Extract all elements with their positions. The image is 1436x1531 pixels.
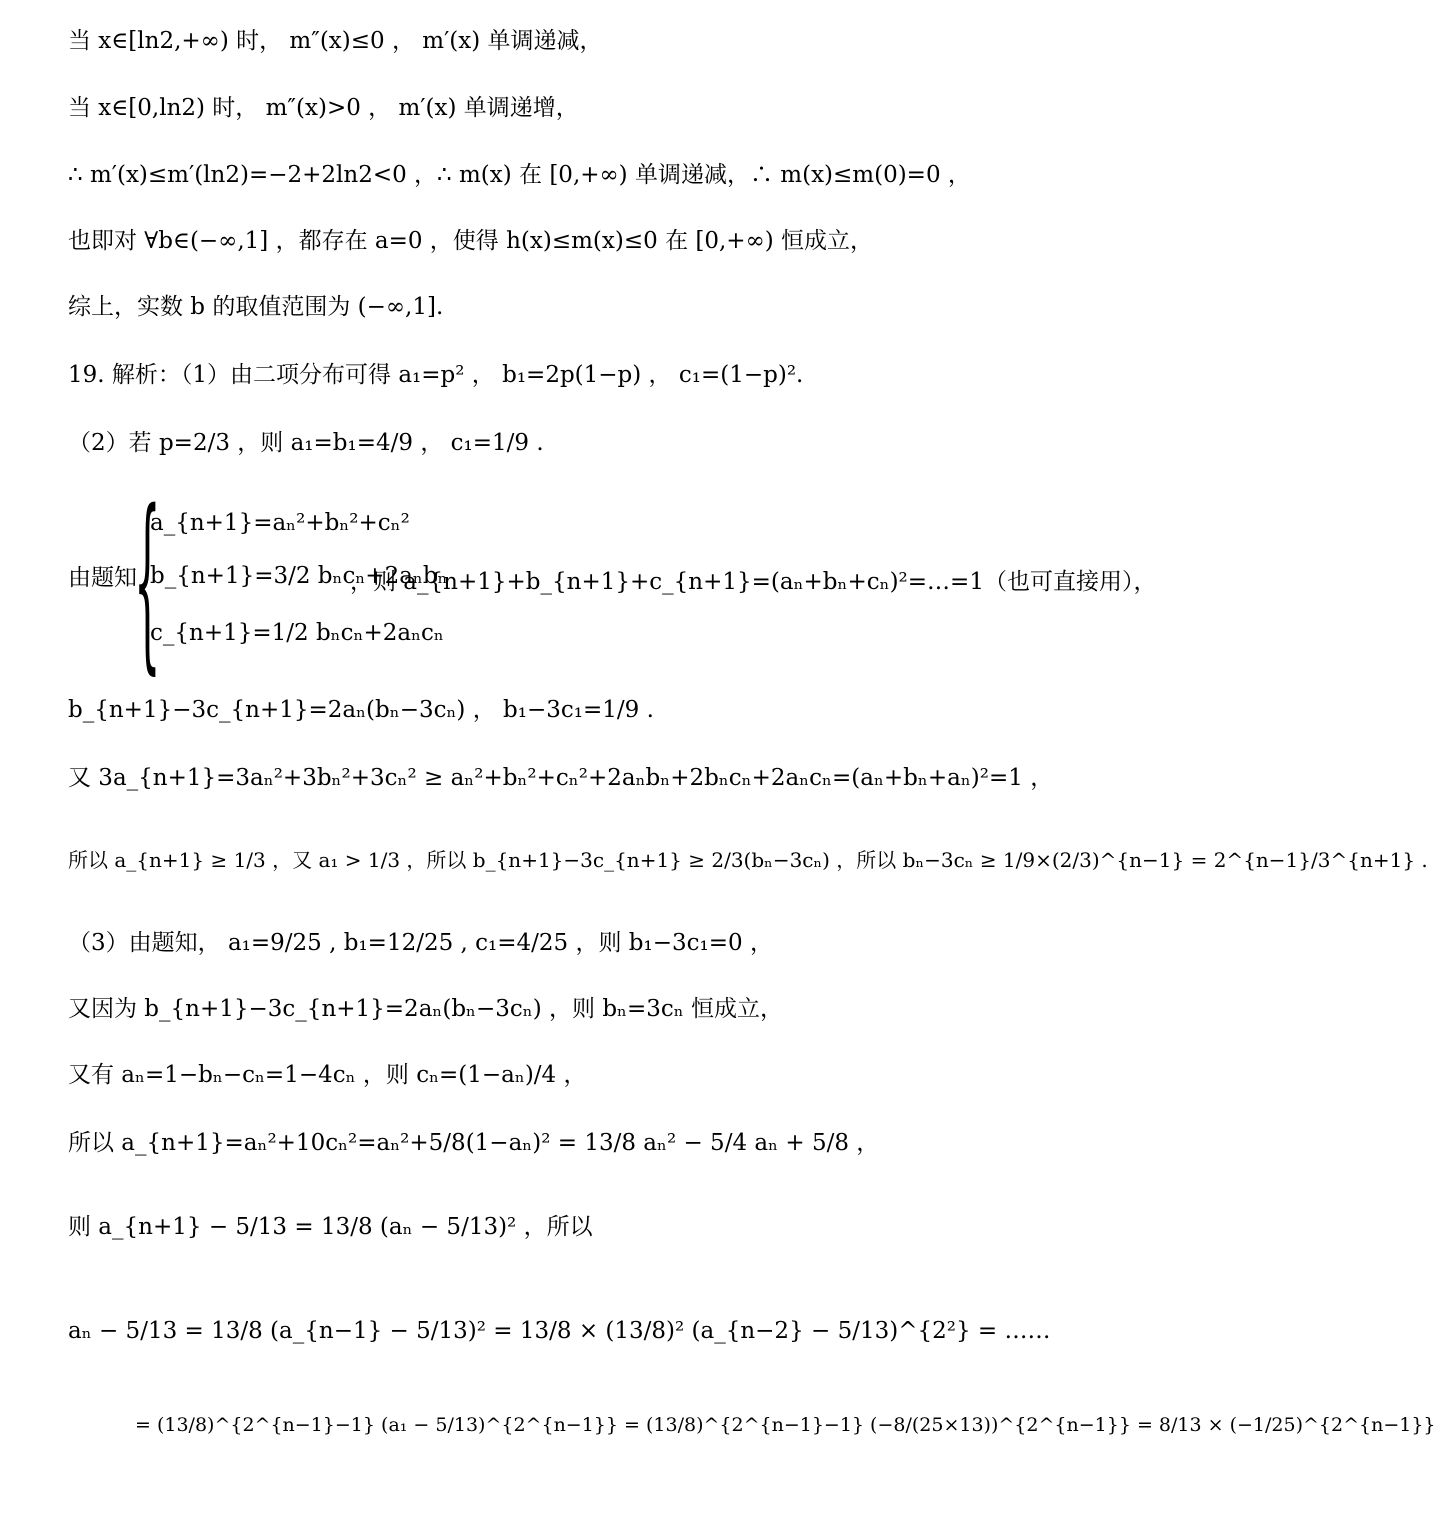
system-eq-3: c_{n+1}=1/2 bₙcₙ+2aₙcₙ	[150, 620, 444, 646]
line-13: 又有 aₙ=1−bₙ−cₙ=1−4cₙ ，则 cₙ=(1−aₙ)/4 ，	[68, 1062, 587, 1088]
line-16: aₙ − 5/13 = 13/8 (a_{n−1} − 5/13)² = 13/8 × (13/8)² (a_{n−2} − 5/13)^{2²} = ……	[68, 1318, 1051, 1344]
system-eq-2: b_{n+1}=3/2 bₙcₙ+2aₙbₙ	[150, 563, 448, 589]
system-label: 由题知	[68, 565, 137, 591]
line-14: 所以 a_{n+1}=aₙ²+10cₙ²=aₙ²+5/8(1−aₙ)² = 13/8 aₙ² − 5/4 aₙ + 5/8 ，	[68, 1130, 880, 1156]
line-6: 19. 解析：（1）由二项分布可得 a₁=p² ， b₁=2p(1−p) ， c₁=(1−p)².	[68, 362, 804, 388]
line-9: 又 3a_{n+1}=3aₙ²+3bₙ²+3cₙ² ≥ aₙ²+bₙ²+cₙ²+2aₙbₙ+2bₙcₙ+2aₙcₙ=(aₙ+bₙ+aₙ)²=1 ，	[68, 765, 1054, 791]
line-1: 当 x∈[ln2,+∞) 时， m″(x)≤0 ， m′(x) 单调递减，	[68, 28, 603, 54]
line-4: 也即对 ∀b∈(−∞,1] ，都存在 a=0 ，使得 h(x)≤m(x)≤0 在 [0,+∞) 恒成立，	[68, 228, 874, 254]
line-8: b_{n+1}−3c_{n+1}=2aₙ(bₙ−3cₙ) ， b₁−3c₁=1/9 .	[68, 697, 654, 723]
line-12: 又因为 b_{n+1}−3c_{n+1}=2aₙ(bₙ−3cₙ) ，则 bₙ=3cₙ 恒成立，	[68, 996, 784, 1022]
line-10: 所以 a_{n+1} ≥ 1/3 ，又 a₁ > 1/3 ，所以 b_{n+1}−3c_{n+1} ≥ 2/3(bₙ−3cₙ) ，所以 bₙ−3cₙ ≥ 1/9×(2/3)^{n−1} = 2^{n−1}/3^{n+1} .	[68, 848, 1428, 872]
line-3: ∴ m′(x)≤m′(ln2)=−2+2ln2<0 ，∴ m(x) 在 [0,+∞) 单调递减，∴ m(x)≤m(0)=0 ，	[68, 162, 971, 188]
line-5: 综上，实数 b 的取值范围为 (−∞,1].	[68, 294, 444, 320]
brace-symbol: {	[134, 470, 161, 691]
system-tail: ，则 a_{n+1}+b_{n+1}+c_{n+1}=(aₙ+bₙ+cₙ)²=…=1（也可直接用），	[350, 569, 1157, 595]
line-7: （2）若 p=2/3 ，则 a₁=b₁=4/9 ， c₁=1/9 .	[68, 430, 544, 456]
line-11: （3）由题知， a₁=9/25 , b₁=12/25 , c₁=4/25 ，则 b₁−3c₁=0 ，	[68, 930, 773, 956]
system-eq-1: a_{n+1}=aₙ²+bₙ²+cₙ²	[150, 510, 410, 536]
line-15: 则 a_{n+1} − 5/13 = 13/8 (aₙ − 5/13)² ，所以	[68, 1214, 593, 1240]
line-17: = (13/8)^{2^{n−1}−1} (a₁ − 5/13)^{2^{n−1}} = (13/8)^{2^{n−1}−1} (−8/(25×13))^{2^{n−1}} = 8/13 × (−1/25)^{2^{n−1}}	[135, 1414, 1436, 1436]
line-2: 当 x∈[0,ln2) 时， m″(x)>0 ， m′(x) 单调递增，	[68, 95, 579, 121]
